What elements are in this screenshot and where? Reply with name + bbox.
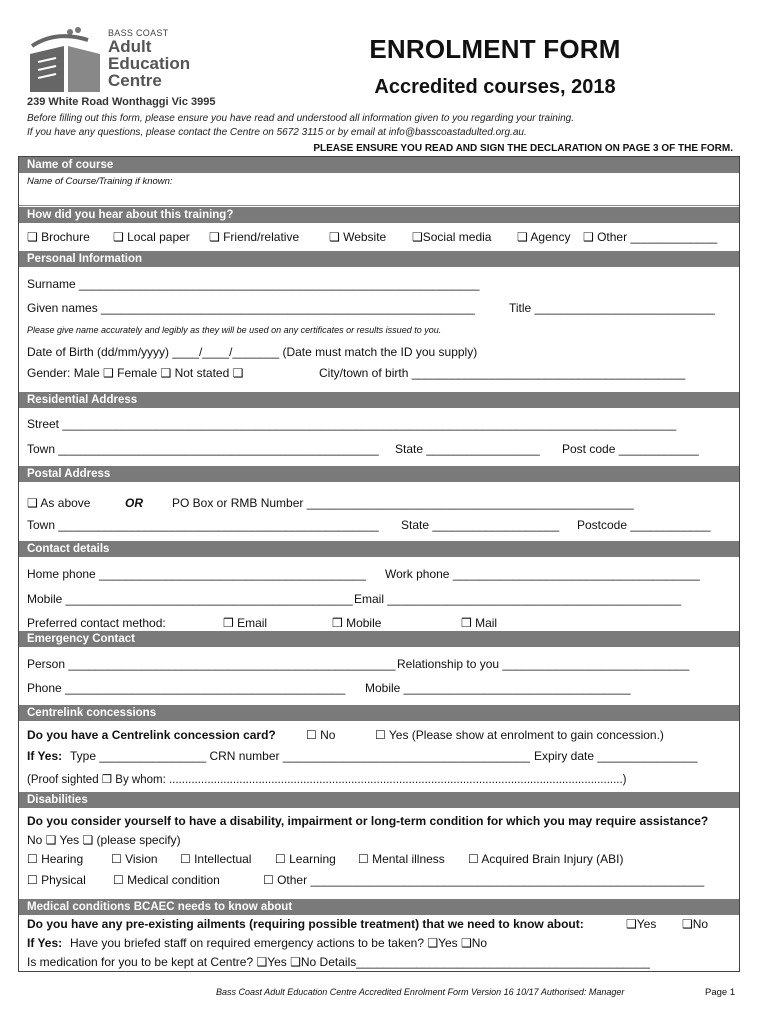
res-town-field[interactable]: Town ________________________________________________ (27, 442, 379, 456)
emergency-mobile-field[interactable]: Mobile __________________________________ (365, 681, 631, 695)
disability-abi[interactable]: ☐ Acquired Brain Injury (ABI) (468, 852, 624, 866)
logo-line-3: Education (108, 54, 191, 73)
band-personal-information: Personal Information (19, 251, 739, 267)
given-names-field[interactable]: Given names ________________________________________________________ (27, 301, 475, 315)
name-note: Please give name accurately and legibly as they will be used on any certificates or results issued to you. (27, 325, 442, 335)
or-label: OR (125, 496, 143, 510)
band-postal-address: Postal Address (19, 466, 739, 482)
disability-intellectual[interactable]: ☐ Intellectual (180, 852, 252, 866)
postal-postcode-field[interactable]: Postcode ____________ (577, 518, 711, 532)
mobile-field[interactable]: Mobile ___________________________________________ (27, 592, 353, 606)
disability-medical-condition[interactable]: ☐ Medical condition (113, 873, 220, 887)
medical-q1-no[interactable]: ❑No (682, 917, 709, 931)
disability-other[interactable]: ☐ Other ___________________________________________________________ (263, 873, 705, 887)
footer-text: Bass Coast Adult Education Centre Accredited Enrolment Form Version 16 10/17 Authorised: Manager (216, 987, 625, 997)
proof-sighted-field[interactable]: (Proof sighted ❒ By whom: ..............................................................................................................................................) (27, 774, 627, 786)
surname-field[interactable]: Surname ____________________________________________________________ (27, 277, 480, 291)
band-medical-conditions: Medical conditions BCAEC needs to know about (19, 899, 739, 915)
option-brochure[interactable]: ❑ Brochure (27, 230, 90, 244)
medical-q3[interactable]: Is medication for you to be kept at Centre? ❑Yes ❑No Details____________________________________________ (27, 955, 650, 969)
street-field[interactable]: Street ____________________________________________________________________________________________ (27, 417, 677, 431)
logo (26, 26, 211, 98)
city-of-birth-field[interactable]: City/town of birth _________________________________________ (319, 366, 686, 380)
expiry-date-field[interactable]: Expiry date _______________ (534, 749, 698, 763)
disability-physical[interactable]: ☐ Physical (27, 873, 86, 887)
address: 239 White Road Wonthaggi Vic 3995 (27, 96, 216, 108)
disability-mental-illness[interactable]: ☐ Mental illness (358, 852, 445, 866)
gender-options[interactable]: Gender: Male ❑ Female ❑ Not stated ❑ (27, 366, 244, 380)
medical-q1-yes[interactable]: ❑Yes (626, 917, 657, 931)
dob-field[interactable]: Date of Birth (dd/mm/yyyy) ____/____/_______ (Date must match the ID you supply) (27, 345, 478, 359)
medical-if-yes-label: If Yes: (27, 936, 63, 950)
pref-mobile-checkbox[interactable]: ❒ Mobile (332, 616, 382, 630)
logo-line-2: Adult (108, 37, 152, 56)
title-field[interactable]: Title ___________________________ (509, 301, 715, 315)
disability-question: Do you consider yourself to have a disability, impairment or long-term condition for which you may require assistance? (27, 814, 709, 828)
res-postcode-field[interactable]: Post code ____________ (562, 442, 699, 456)
band-centrelink-concessions: Centrelink concessions (19, 705, 739, 721)
disability-yes-no[interactable]: No ❑ Yes ❑ (please specify) (27, 833, 181, 847)
if-yes-label: If Yes: (27, 749, 63, 763)
home-phone-field[interactable]: Home phone ________________________________________ (27, 567, 366, 581)
centrelink-no-checkbox[interactable]: ☐ No (306, 728, 336, 742)
postal-state-field[interactable]: State ___________________ (401, 518, 560, 532)
form-subtitle: Accredited courses, 2018 (374, 76, 616, 98)
res-state-field[interactable]: State _________________ (395, 442, 540, 456)
logo-book-icon (26, 26, 106, 96)
pref-email-checkbox[interactable]: ❒ Email (223, 616, 268, 630)
pref-mail-checkbox[interactable]: ❒ Mail (461, 616, 498, 630)
as-above-checkbox[interactable]: ❑ As above (27, 496, 91, 510)
relationship-field[interactable]: Relationship to you ____________________________ (397, 657, 690, 671)
band-residential-address: Residential Address (19, 392, 739, 408)
option-local-paper[interactable]: ❑ Local paper (113, 230, 190, 244)
type-crn-field[interactable]: Type ________________ CRN number _____________________________________ (70, 749, 530, 763)
band-emergency-contact: Emergency Contact (19, 631, 739, 647)
postal-town-field[interactable]: Town ________________________________________________ (27, 518, 379, 532)
band-contact-details: Contact details (19, 541, 739, 557)
disability-hearing[interactable]: ☐ Hearing (27, 852, 84, 866)
declaration-notice: PLEASE ENSURE YOU READ AND SIGN THE DECLARATION ON PAGE 3 OF THE FORM. (313, 143, 733, 154)
form-title: ENROLMENT FORM (369, 34, 621, 64)
course-name-label[interactable]: Name of Course/Training if known: (27, 176, 173, 187)
email-field[interactable]: Email ____________________________________________ (354, 592, 681, 606)
centrelink-yes-checkbox[interactable]: ☐ Yes (Please show at enrolment to gain concession.) (375, 728, 664, 742)
medical-q2[interactable]: Have you briefed staff on required emergency actions to be taken? ❑Yes ❑No (70, 936, 488, 950)
option-social-media[interactable]: ❑Social media (412, 230, 492, 244)
disability-learning[interactable]: ☐ Learning (275, 852, 336, 866)
work-phone-field[interactable]: Work phone _____________________________________ (385, 567, 700, 581)
band-disabilities: Disabilities (19, 792, 739, 808)
emergency-phone-field[interactable]: Phone __________________________________________ (27, 681, 346, 695)
band-how-did-you-hear: How did you hear about this training? (19, 207, 739, 223)
logo-line-1: BASS COAST (108, 28, 169, 38)
medical-q1: Do you have any pre-existing ailments (requiring possible treatment) that we need to know about: (27, 917, 584, 931)
option-friend-relative[interactable]: ❑ Friend/relative (209, 230, 300, 244)
preferred-contact-label: Preferred contact method: (27, 616, 166, 630)
option-other[interactable]: ❑ Other _____________ (583, 230, 718, 244)
option-website[interactable]: ❑ Website (329, 230, 387, 244)
page-number: Page 1 (705, 987, 736, 998)
intro-line-1: Before filling out this form, please ensure you have read and understood all information given to you regarding your training. (27, 113, 574, 124)
emergency-person-field[interactable]: Person _________________________________________________ (27, 657, 396, 671)
divider (19, 205, 739, 206)
disability-vision[interactable]: ☐ Vision (111, 852, 158, 866)
intro-line-2: If you have any questions, please contact the Centre on 5672 3115 or by email at info@basscoastadulted.org.au. (27, 127, 527, 138)
option-agency[interactable]: ❑ Agency (517, 230, 571, 244)
logo-text (108, 38, 190, 89)
band-name-of-course: Name of course (19, 157, 739, 173)
logo-line-4: Centre (108, 71, 162, 90)
po-box-field[interactable]: PO Box or RMB Number _________________________________________________ (172, 496, 634, 510)
centrelink-question: Do you have a Centrelink concession card? (27, 728, 276, 742)
